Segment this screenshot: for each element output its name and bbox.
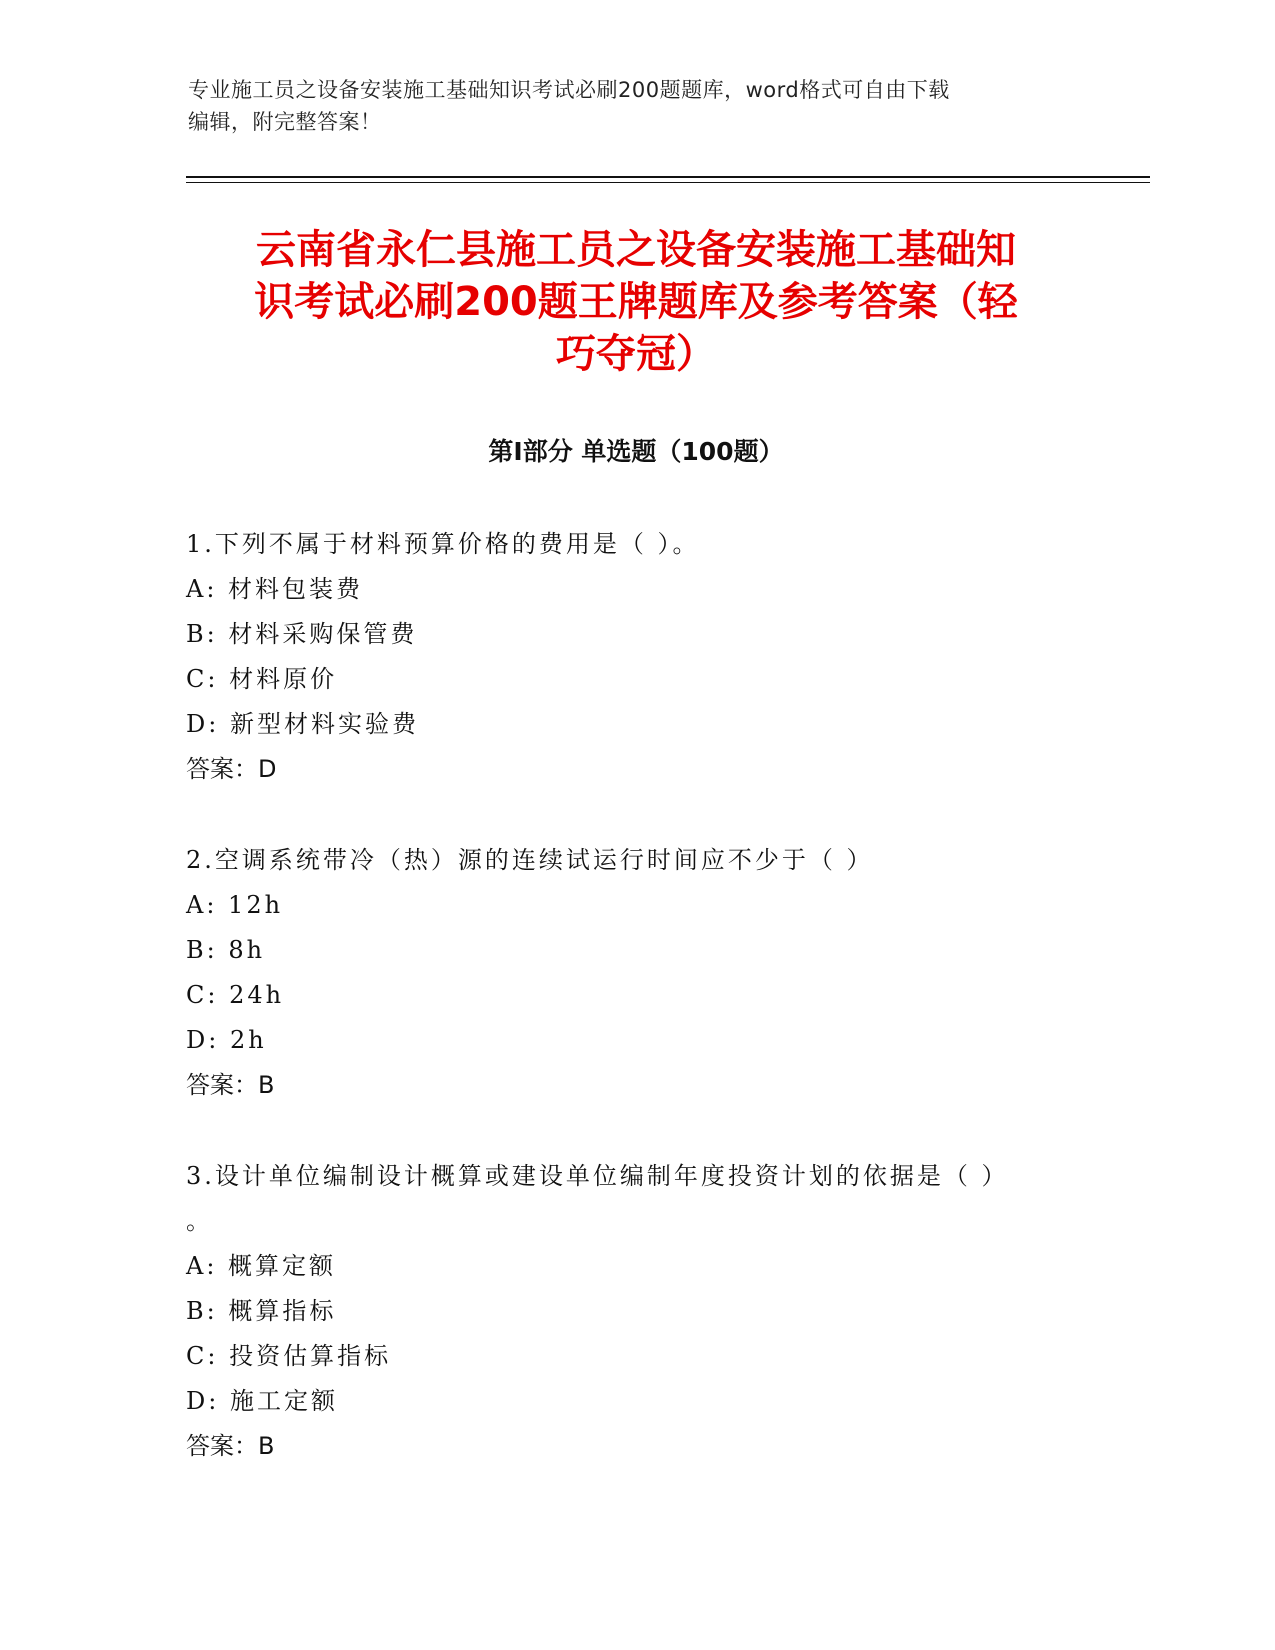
document-title-line-2: 识考试必刷200题王牌题库及参考答案（轻: [254, 279, 1018, 325]
question-stem: 2.空调系统带冷（热）源的连续试运行时间应不少于（ ）: [186, 846, 874, 874]
answer: 答案：B: [186, 1071, 275, 1099]
document-title-line-3: 巧夺冠）: [556, 331, 716, 377]
question-3: [186, 1154, 1066, 1469]
header-divider-thick: [186, 176, 1150, 178]
option-c: C: 投资估算指标: [186, 1342, 392, 1370]
question-2: [186, 838, 1066, 1108]
option-b: B: 概算指标: [186, 1297, 337, 1325]
section-title: 第Ⅰ部分 单选题（100题）: [488, 437, 784, 466]
answer: 答案：B: [186, 1432, 275, 1460]
header-divider-thin: [186, 182, 1150, 183]
option-d: D: 新型材料实验费: [186, 710, 419, 738]
header-note: [188, 74, 1068, 138]
document-title-line-1: 云南省永仁县施工员之设备安装施工基础知: [256, 227, 1016, 273]
option-a: A: 12h: [186, 891, 284, 919]
question-stem-continuation: 。: [186, 1207, 213, 1235]
option-d: D: 2h: [186, 1026, 267, 1054]
question-stem: 3.设计单位编制设计概算或建设单位编制年度投资计划的依据是（ ）: [186, 1162, 1009, 1190]
option-b: B: 8h: [186, 936, 266, 964]
option-d: D: 施工定额: [186, 1387, 338, 1415]
option-c: C: 24h: [186, 981, 285, 1009]
option-b: B: 材料采购保管费: [186, 620, 418, 648]
question-1: [186, 522, 1066, 792]
answer: 答案：D: [186, 755, 277, 783]
header-note-line-2: 编辑，附完整答案！: [188, 110, 382, 134]
header-note-line-1: 专业施工员之设备安装施工基础知识考试必刷200题题库，word格式可自由下载: [188, 78, 950, 102]
option-a: A: 概算定额: [186, 1252, 337, 1280]
question-stem: 1.下列不属于材料预算价格的费用是（ ）。: [186, 530, 700, 558]
document-title: [186, 224, 1086, 380]
option-a: A: 材料包装费: [186, 575, 364, 603]
option-c: C: 材料原价: [186, 665, 338, 693]
